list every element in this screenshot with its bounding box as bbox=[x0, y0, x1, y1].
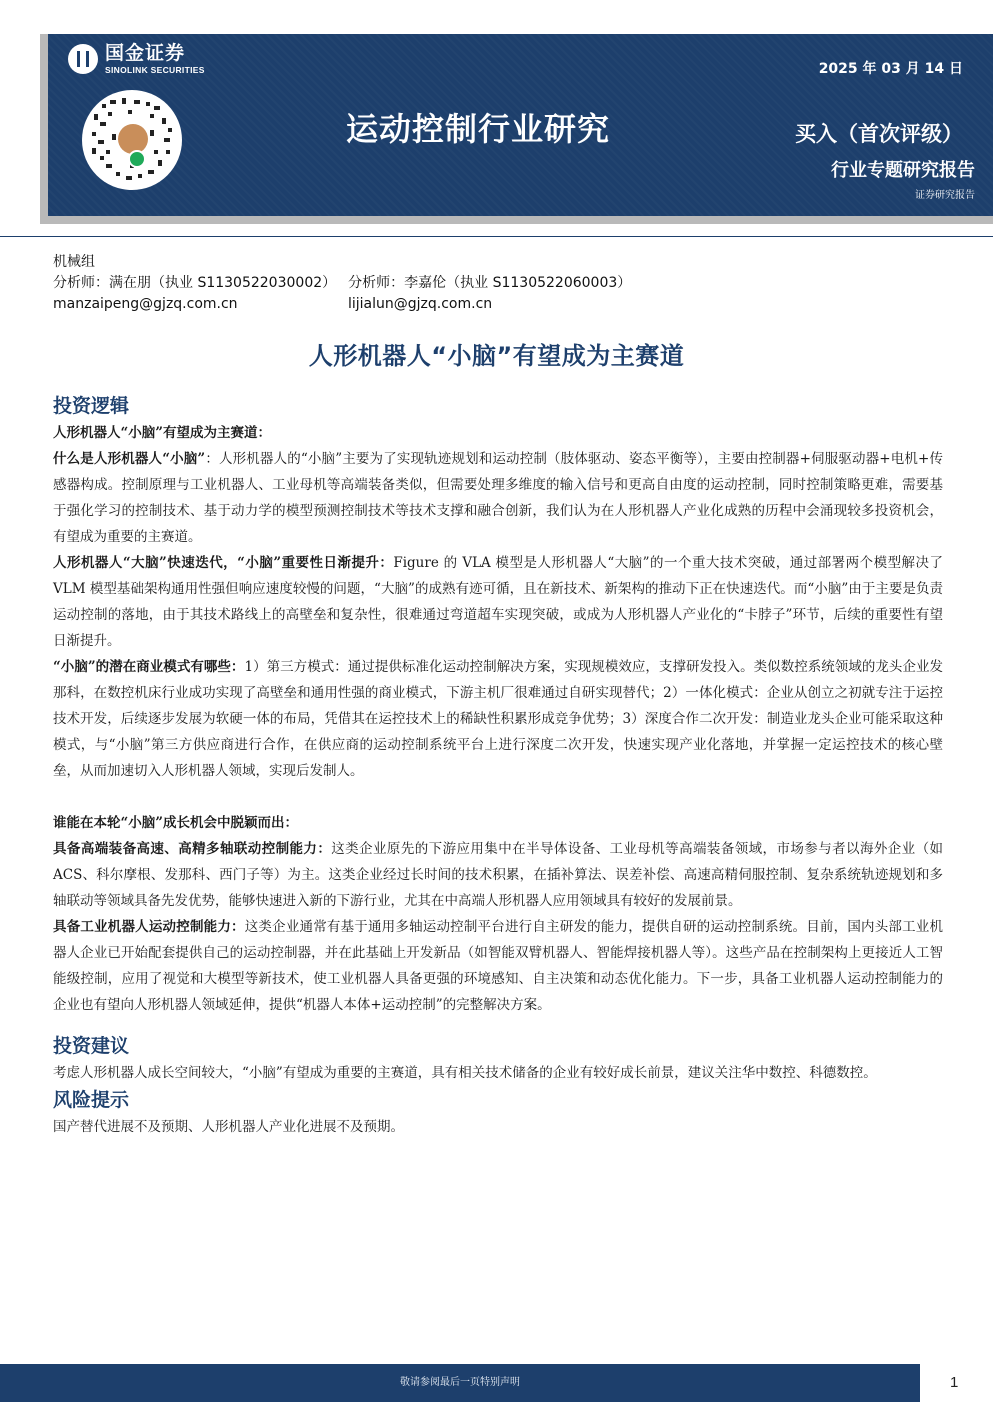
page-number: 1 bbox=[950, 1374, 959, 1391]
risk-text: 国产替代进展不及预期、人形机器人产业化进展不及预期。 bbox=[53, 1119, 404, 1135]
paragraph-1 bbox=[53, 446, 943, 550]
paragraph-3-lead: “小脑”的潜在商业模式有哪些： bbox=[53, 659, 245, 675]
report-date: 2025 年 03 月 14 日 bbox=[818, 61, 963, 77]
email-2[interactable]: lijialun@gjzq.com.cn bbox=[348, 296, 493, 312]
section-heading-risk: 风险提示 bbox=[53, 1089, 130, 1111]
paragraph-2-text: Figure 的 VLA 模型是人形机器人“大脑”的一个重大技术突破，通过部署两个模型解决了 VLM 模型基础架构通用性强但响应速度较慢的问题，“大脑”的成熟有迹可循，且在新技术、新架构的推动下正在快速迭代。而“小脑”由于主要是负责运动控制的落地，由于其技术路线上的高壁垒和复杂性，很难通过弯道超车实现突破，或成为人形机器人产业化的“卡脖子”环节，后续的重要性有望日渐提升。 bbox=[53, 555, 943, 649]
logo-en: SINOLINK SECURITIES bbox=[105, 65, 205, 75]
section-heading-logic: 投资逻辑 bbox=[53, 395, 130, 417]
report-category: 证券研究报告 bbox=[915, 190, 975, 201]
email-1[interactable]: manzaipeng@gjzq.com.cn bbox=[53, 296, 238, 312]
qr-center-logo bbox=[118, 124, 148, 154]
header-divider bbox=[0, 236, 993, 237]
logo-cn: 国金证券 bbox=[105, 42, 186, 64]
paragraph-1-lead: 什么是人形机器人“小脑” bbox=[53, 451, 206, 467]
paragraph-4 bbox=[53, 836, 943, 914]
analyst-1: 分析师：满在朋（执业 S1130522030002） bbox=[53, 275, 337, 291]
subheading-1: 人形机器人“小脑”有望成为主赛道： bbox=[53, 425, 272, 441]
paragraph-5-lead: 具备工业机器人运动控制能力： bbox=[53, 919, 245, 935]
report-body bbox=[53, 392, 943, 1140]
section-heading-advice: 投资建议 bbox=[53, 1035, 130, 1057]
paragraph-1-text: ：人形机器人的“小脑”主要为了实现轨迹规划和运动控制（肢体驱动、姿态平衡等），主要由控制器+伺服驱动器+电机+传感器构成。控制原理与工业机器人、工业母机等高端装备类似，但需要处理多维度的输入信号和更高自由度的运动控制，同时控制策略更难，需要基于强化学习的控制技术、基于动力学的模型预测控制技术等技术支撑和融合创新，我们认为在人形机器人产业化成熟的历程中会涌现较多投资机会，有望成为重要的主赛道。 bbox=[53, 451, 943, 545]
report-header bbox=[48, 34, 993, 216]
paragraph-2 bbox=[53, 550, 943, 654]
paragraph-3 bbox=[53, 654, 943, 784]
document-title: 人形机器人“小脑”有望成为主赛道 bbox=[308, 342, 685, 370]
advice-text: 考虑人形机器人成长空间较大，“小脑”有望成为重要的主赛道，具有相关技术储备的企业有较好成长前景，建议关注华中数控、科德数控。 bbox=[53, 1065, 877, 1081]
paragraph-5-text: 这类企业通常有基于通用多轴运动控制平台进行自主研发的能力，提供自研的运动控制系统。目前，国内头部工业机器人企业已开始配套提供自己的运动控制器，并在此基础上开发新品（如智能双臂机器人、智能焊接机器人等）。这些产品在控制架构上更接近人工智能级控制，应用了视觉和大模型等新技术，使工业机器人具备更强的环境感知、自主决策和动态优化能力。下一步，具备工业机器人运动控制能力的企业也有望向人形机器人领域延伸，提供“机器人本体+运动控制”的完整解决方案。 bbox=[53, 919, 943, 1013]
logo-mark-icon bbox=[68, 44, 98, 74]
paragraph-5 bbox=[53, 914, 943, 1018]
group-name: 机械组 bbox=[53, 254, 95, 270]
subheading-2: 谁能在本轮“小脑”成长机会中脱颖而出： bbox=[53, 815, 299, 831]
analyst-2: 分析师：李嘉伦（执业 S1130522060003） bbox=[348, 275, 632, 291]
qr-code-icon[interactable] bbox=[82, 90, 182, 190]
report-title: 运动控制行业研究 bbox=[346, 110, 611, 148]
footer-disclaimer: 敬请参阅最后一页特别声明 bbox=[0, 1364, 920, 1402]
report-type: 行业专题研究报告 bbox=[831, 160, 975, 181]
mini-program-icon bbox=[128, 150, 146, 168]
company-logo bbox=[68, 44, 205, 75]
paragraph-4-lead: 具备高端装备高速、高精多轴联动控制能力： bbox=[53, 841, 332, 857]
paragraph-2-lead: 人形机器人“大脑”快速迭代，“小脑”重要性日渐提升： bbox=[53, 555, 394, 571]
paragraph-3-text: 1）第三方模式：通过提供标准化运动控制解决方案，实现规模效应，支撑研发投入。类似数控系统领域的龙头企业发那科，在数控机床行业成功实现了高壁垒和通用性强的商业模式，下游主机厂很难通过自研实现替代；2）一体化模式：企业从创立之初就专注于运控技术开发，后续逐步发展为软硬一体的布局，凭借其在运控技术上的稀缺性积累形成竞争优势；3）深度合作二次开发：制造业龙头企业可能采取这种模式，与“小脑”第三方供应商进行合作，在供应商的运动控制系统平台上进行深度二次开发，快速实现产业化落地，并掌握一定运控技术的核心壁垒，从而加速切入人形机器人领域，实现后发制人。 bbox=[53, 659, 944, 779]
analyst-info bbox=[53, 252, 631, 315]
paragraph-4-text: 这类企业原先的下游应用集中在半导体设备、工业母机等高端装备领域，市场参与者以海外企业（如 ACS、科尔摩根、发那科、西门子等）为主。这类企业经过长时间的技术积累，在插补算法、误差补偿、高速高精伺服控制、复杂系统轨迹规划和多轴联动等领域具备先发优势，能够快速进入新的下游行业，尤其在中高端人形机器人应用领域具有较好的发展前景。 bbox=[53, 841, 944, 909]
rating: 买入（首次评级） bbox=[795, 122, 963, 146]
